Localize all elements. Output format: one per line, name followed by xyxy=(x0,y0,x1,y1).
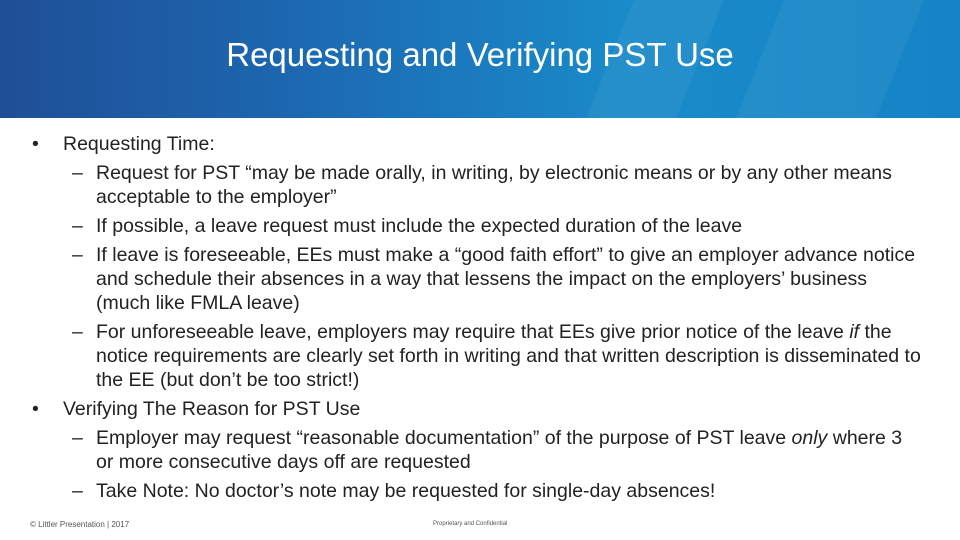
sub-bullet-item xyxy=(0,426,960,474)
footer-confidential: Proprietary and Confidential xyxy=(433,521,508,527)
sub-bullet-text: If possible, a leave request must include the expected duration of the leave xyxy=(96,215,743,237)
bullet-item xyxy=(0,397,960,421)
title-banner xyxy=(0,0,960,118)
dash-marker: – xyxy=(72,215,83,237)
text-fragment: For unforeseeable leave, employers may require that EEs give prior notice of the leave xyxy=(96,321,850,343)
dash-marker: – xyxy=(72,244,83,266)
dash-marker: – xyxy=(72,427,83,449)
bullet-marker: • xyxy=(32,133,39,155)
sub-bullet-text xyxy=(96,321,921,391)
sub-bullet-text: Request for PST “may be made orally, in writing, by electronic means or by any other means acceptable to the employer” xyxy=(96,162,892,208)
slide-body xyxy=(0,132,960,508)
sub-bullet-text xyxy=(96,427,902,473)
slide-title: Requesting and Verifying PST Use xyxy=(226,36,734,73)
sub-bullet-text: If leave is foreseeable, EEs must make a “good faith effort” to give an employer advance notice and schedule their absences in a way that lessens the impact on the employers’ business (much like FMLA leave) xyxy=(96,244,916,314)
sub-bullet-text: Take Note: No doctor’s note may be requested for single-day absences! xyxy=(96,480,716,502)
sub-bullet-item xyxy=(0,479,960,503)
footer-copyright: © Littler Presentation | 2017 xyxy=(30,520,130,529)
sub-bullet-item xyxy=(0,214,960,238)
text-fragment: the notice requirements are clearly set forth in writing and that written description is disseminated to the EE (but don’t be too strict!) xyxy=(96,321,921,391)
dash-marker: – xyxy=(72,321,83,343)
bullet-item xyxy=(0,132,960,156)
sub-bullet-item xyxy=(0,320,960,392)
bullet-marker: • xyxy=(32,398,39,420)
sub-bullet-item xyxy=(0,243,960,315)
text-fragment: where 3 or more consecutive days off are requested xyxy=(96,427,903,473)
sub-bullet-item xyxy=(0,161,960,209)
bullet-heading: Requesting Time: xyxy=(63,133,215,155)
text-fragment: Employer may request “reasonable documentation” of the purpose of PST leave xyxy=(96,427,792,449)
emphasis-text: if xyxy=(849,321,860,343)
bullet-heading: Verifying The Reason for PST Use xyxy=(63,398,361,420)
dash-marker: – xyxy=(72,480,83,502)
dash-marker: – xyxy=(72,162,83,184)
emphasis-text: only xyxy=(791,427,828,449)
